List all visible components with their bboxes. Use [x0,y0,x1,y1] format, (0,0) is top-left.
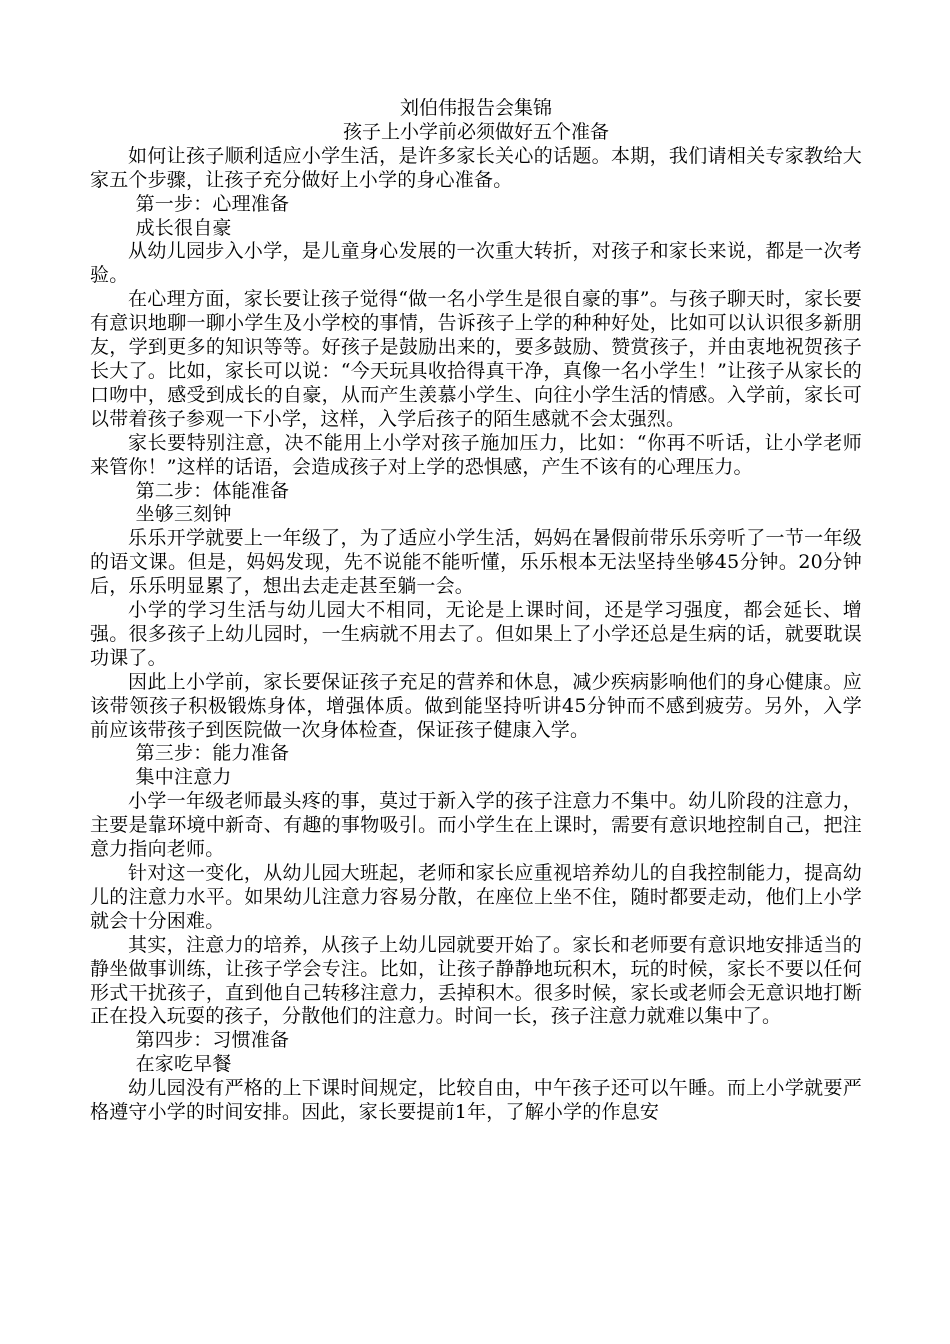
document-title: 刘伯伟报告会集锦 [399,97,552,119]
section-heading: 在家吃早餐 [135,1053,232,1076]
body-paragraph: 针对这一变化，从幼儿园大班起，老师和家长应重视培养幼儿的自我控制能力，提高幼儿的注意力水平。如果幼儿注意力容易分散，在座位上坐不住，随时都要走动，他们上小学就会十分困难。 [90,862,862,932]
body-paragraph: 在心理方面，家长要让孩子觉得“做一名小学生是很自豪的事”。与孩子聊天时，家长要有意识地聊一聊小学生及小学校的事情，告诉孩子上学的种种好处，比如可以认识很多新朋友，学到更多的知识等等。好孩子是鼓励出来的，要多鼓励、赞赏孩子，并由衷地祝贺孩子长大了。比如，家长可以说：“今天玩具收拾得真干净，真像一名小学生！”让孩子从家长的口吻中，感受到成长的自豪，从而产生羡慕小学生、向往小学生活的情感。入学前，家长可以带着孩子参观一下小学，这样，入学后孩子的陌生感就不会太强烈。 [90,288,862,430]
document-body [90,145,862,1125]
body-paragraph: 小学一年级老师最头疼的事，莫过于新入学的孩子注意力不集中。幼儿阶段的注意力，主要是靠环境中新奇、有趣的事物吸引。而小学生在上课时，需要有意识地控制自己，把注意力指向老师。 [90,790,862,861]
section-heading: 第一步：心理准备 [135,192,290,215]
document-subtitle: 孩子上小学前必须做好五个准备 [342,120,609,143]
body-paragraph: 其实，注意力的培养，从孩子上幼儿园就要开始了。家长和老师要有意识地安排适当的静坐做事训练，让孩子学会专注。比如，让孩子静静地玩积木，玩的时候，家长不要以任何形式干扰孩子，直到他自己转移注意力，丢掉积木。很多时候，家长或老师会无意识地打断正在投入玩耍的孩子，分散他们的注意力。时间一长，孩子注意力就难以集中了。 [90,933,862,1028]
section-heading: 集中注意力 [135,766,232,789]
body-paragraph: 因此上小学前，家长要保证孩子充足的营养和休息，减少疾病影响他们的身心健康。应该带领孩子积极锻炼身体，增强体质。做到能坚持听讲45分钟而不感到疲劳。另外，入学前应该带孩子到医院做一次身体检查，保证孩子健康入学。 [90,670,862,741]
body-paragraph: 乐乐开学就要上一年级了，为了适应小学生活，妈妈在暑假前带乐乐旁听了一节一年级的语文课。但是，妈妈发现，先不说能不能听懂，乐乐根本无法坚持坐够45分钟。20分钟后，乐乐明显累了，想出去走走甚至躺一会。 [90,527,862,598]
section-heading: 第四步：习惯准备 [135,1029,290,1052]
section-heading: 成长很自豪 [135,216,232,239]
body-paragraph: 幼儿园没有严格的上下课时间规定，比较自由，中午孩子还可以午睡。而上小学就要严格遵守小学的时间安排。因此，家长要提前1年，了解小学的作息安 [90,1077,862,1124]
section-heading: 第三步：能力准备 [135,742,290,765]
body-paragraph: 如何让孩子顺利适应小学生活，是许多家长关心的话题。本期，我们请相关专家教给大家五个步骤，让孩子充分做好上小学的身心准备。 [90,144,862,191]
document-page [90,97,862,1125]
body-paragraph: 家长要特别注意，决不能用上小学对孩子施加压力，比如：“你再不听话，让小学老师来管你！”这样的话语，会造成孩子对上学的恐惧感，产生不该有的心理压力。 [90,431,862,478]
body-paragraph: 从幼儿园步入小学，是儿童身心发展的一次重大转折，对孩子和家长来说，都是一次考验。 [90,240,862,287]
body-paragraph: 小学的学习生活与幼儿园大不相同，无论是上课时间，还是学习强度，都会延长、增强。很多孩子上幼儿园时，一生病就不用去了。但如果上了小学还总是生病的话，就要耽误功课了。 [90,599,862,669]
section-heading: 坐够三刻钟 [135,503,232,526]
section-heading: 第二步：体能准备 [135,479,290,502]
